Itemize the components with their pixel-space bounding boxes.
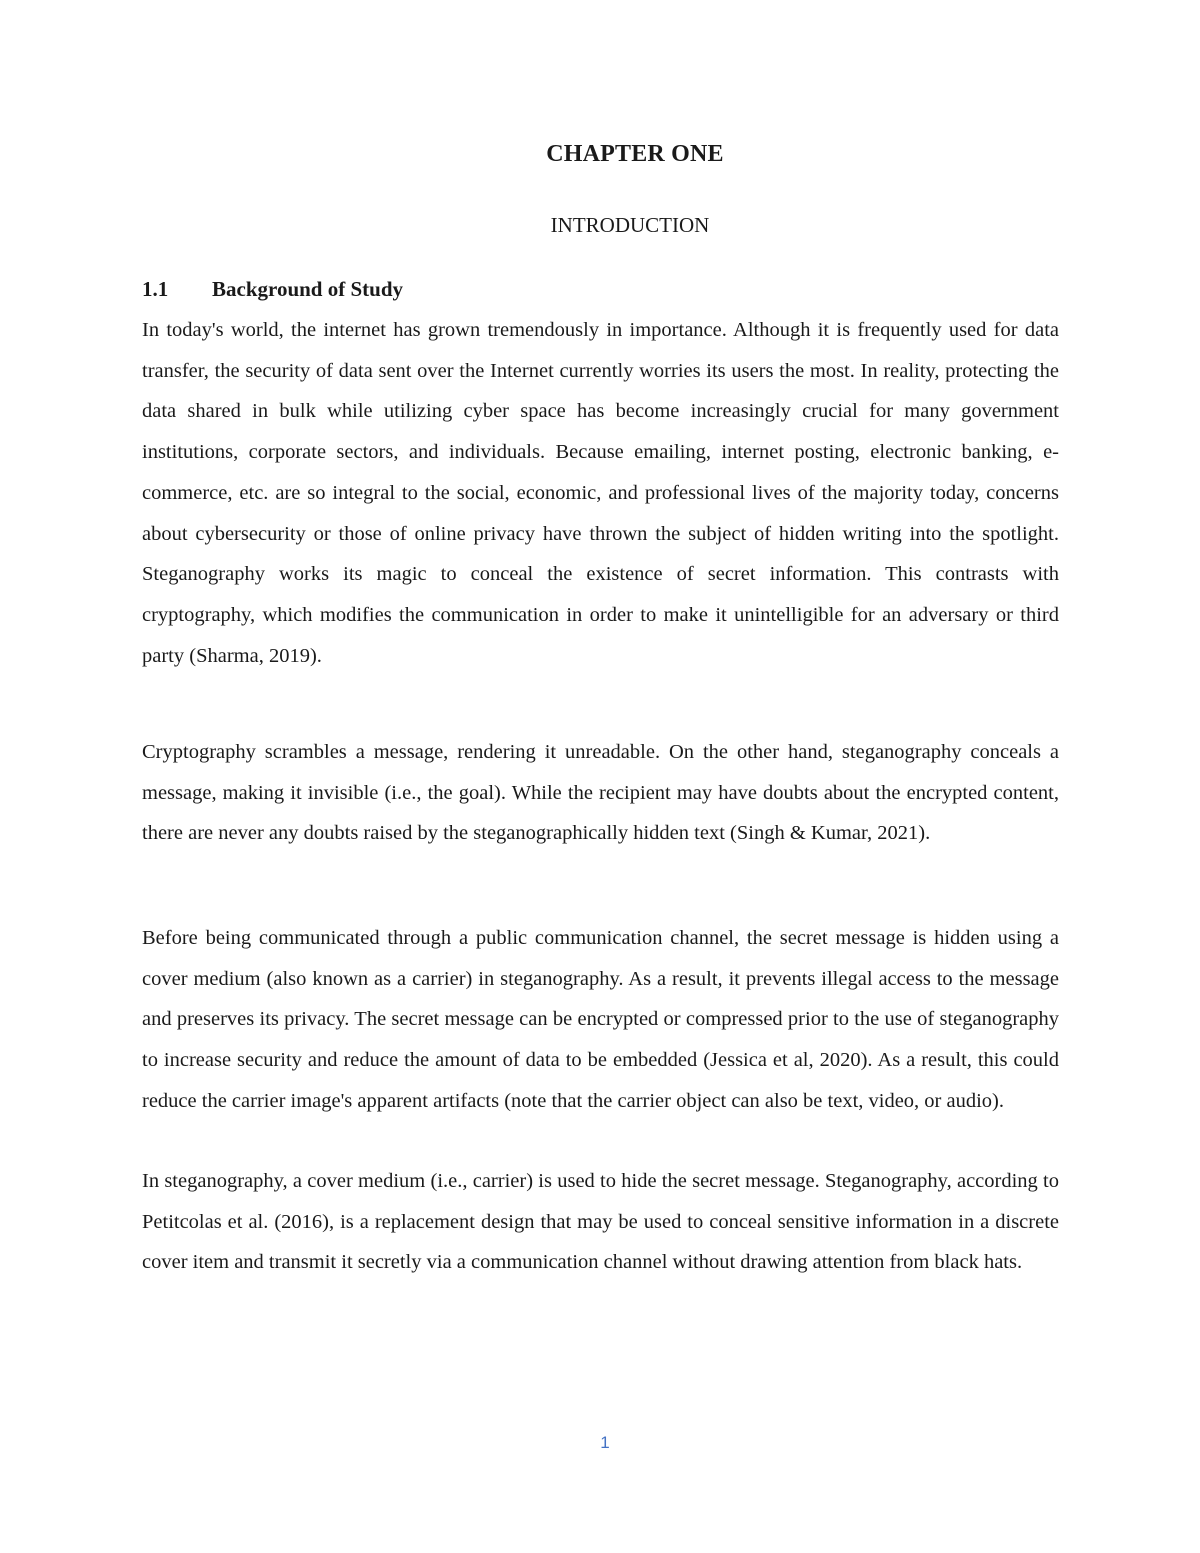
chapter-title: CHAPTER ONE: [546, 141, 724, 167]
body-paragraph: [142, 918, 1059, 1122]
section-heading: [142, 277, 403, 302]
body-paragraph: [142, 732, 1059, 854]
body-paragraph: [142, 310, 1059, 676]
paragraph-text: In today's world, the internet has grown tremendously in importance. Although it is frequently used for data transfer, the security of data sent over the Internet currently worries its users the most. In reality, protecting the data shared in bulk while utilizing cyber space has become increasingly crucial for many government institutions, corporate sectors, and individuals. Because emailing, internet posting, electronic banking, e-commerce, etc. are so integral to the social, economic, and professional lives of the majority today, concerns about cybersecurity or those of online privacy have thrown the subject of hidden writing into the spotlight. Steganography works its magic to conceal the existence of secret information. This contrasts with cryptography, which modifies the communication in order to make it unintelligible for an adversary or third party (Sharma, 2019).: [142, 319, 1059, 667]
heading-title: Background of Study: [212, 277, 404, 301]
page-number: 1: [600, 1433, 610, 1452]
section-title: INTRODUCTION: [550, 213, 710, 237]
paragraph-text: Before being communicated through a public communication channel, the secret message is hidden using a cover medium (also known as a carrier) in steganography. As a result, it prevents illegal access to the message and preserves its privacy. The secret message can be encrypted or compressed prior to the use of steganography to increase security and reduce the amount of data to be embedded (Jessica et al, 2020). As a result, this could reduce the carrier image's apparent artifacts (note that the carrier object can also be text, video, or audio).: [142, 927, 1059, 1112]
paragraph-text: Cryptography scrambles a message, rendering it unreadable. On the other hand, steganography conceals a message, making it invisible (i.e., the goal). While the recipient may have doubts about the encrypted content, there are never any doubts raised by the steganographically hidden text (Singh & Kumar, 2021).: [142, 741, 1059, 845]
paragraph-text: In steganography, a cover medium (i.e., carrier) is used to hide the secret message. Steganography, according to Petitcolas et al. (2016), is a replacement design that may be used to conceal sensitive information in a discrete cover item and transmit it secretly via a communication channel without drawing attention from black hats.: [142, 1170, 1059, 1274]
body-paragraph: [142, 1161, 1059, 1283]
heading-number: 1.1: [142, 277, 169, 301]
